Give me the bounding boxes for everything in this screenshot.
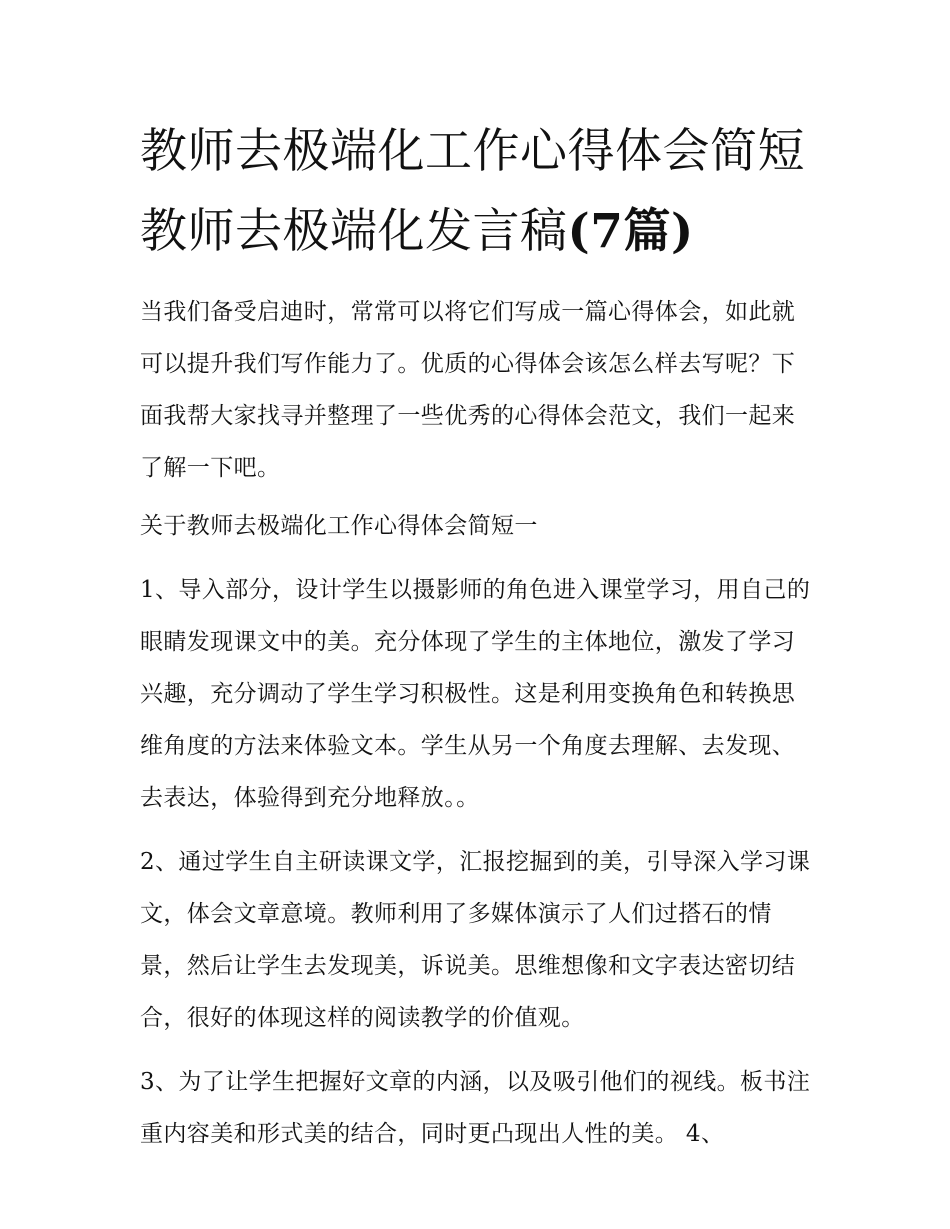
document-title (140, 112, 815, 272)
document-body (140, 112, 815, 1160)
document-title-main: 教师去极端化工作心得体会简短 教师去极端化发言稿 (140, 124, 805, 259)
body-paragraph-3: 3、为了让学生把握好文章的内涵，以及吸引他们的视线。板书注重内容美和形式美的结合，同时更凸现出人性的美。 4、 (140, 1069, 811, 1147)
body-paragraph-1: 1、导入部分，设计学生以摄影师的角色进入课堂学习，用自己的眼睛发现课文中的美。充分体现了学生的主体地位，激发了学习兴趣，充分调动了学生学习积极性。这是利用变换角色和转换思维角度的方法来体验文本。学生从另一个角度去理解、去发现、去表达，体验得到充分地释放。。 (140, 577, 811, 811)
body-paragraph-2: 2、通过学生自主研读课文学，汇报挖掘到的美，引导深入学习课文，体会文章意境。教师利用了多媒体演示了人们过搭石的情景，然后让学生去发现美，诉说美。思维想像和文字表达密切结合，很好的体现这样的阅读教学的价值观。 (140, 849, 811, 1031)
document-title-count: (7篇) (567, 204, 694, 259)
intro-paragraph: 当我们备受启迪时，常常可以将它们写成一篇心得体会，如此就可以提升我们写作能力了。优质的心得体会该怎么样去写呢？下面我帮大家找寻并整理了一些优秀的心得体会范文，我们一起来了解一下吧。 (140, 299, 796, 481)
section-heading: 关于教师去极端化工作心得体会简短一 (140, 513, 538, 539)
